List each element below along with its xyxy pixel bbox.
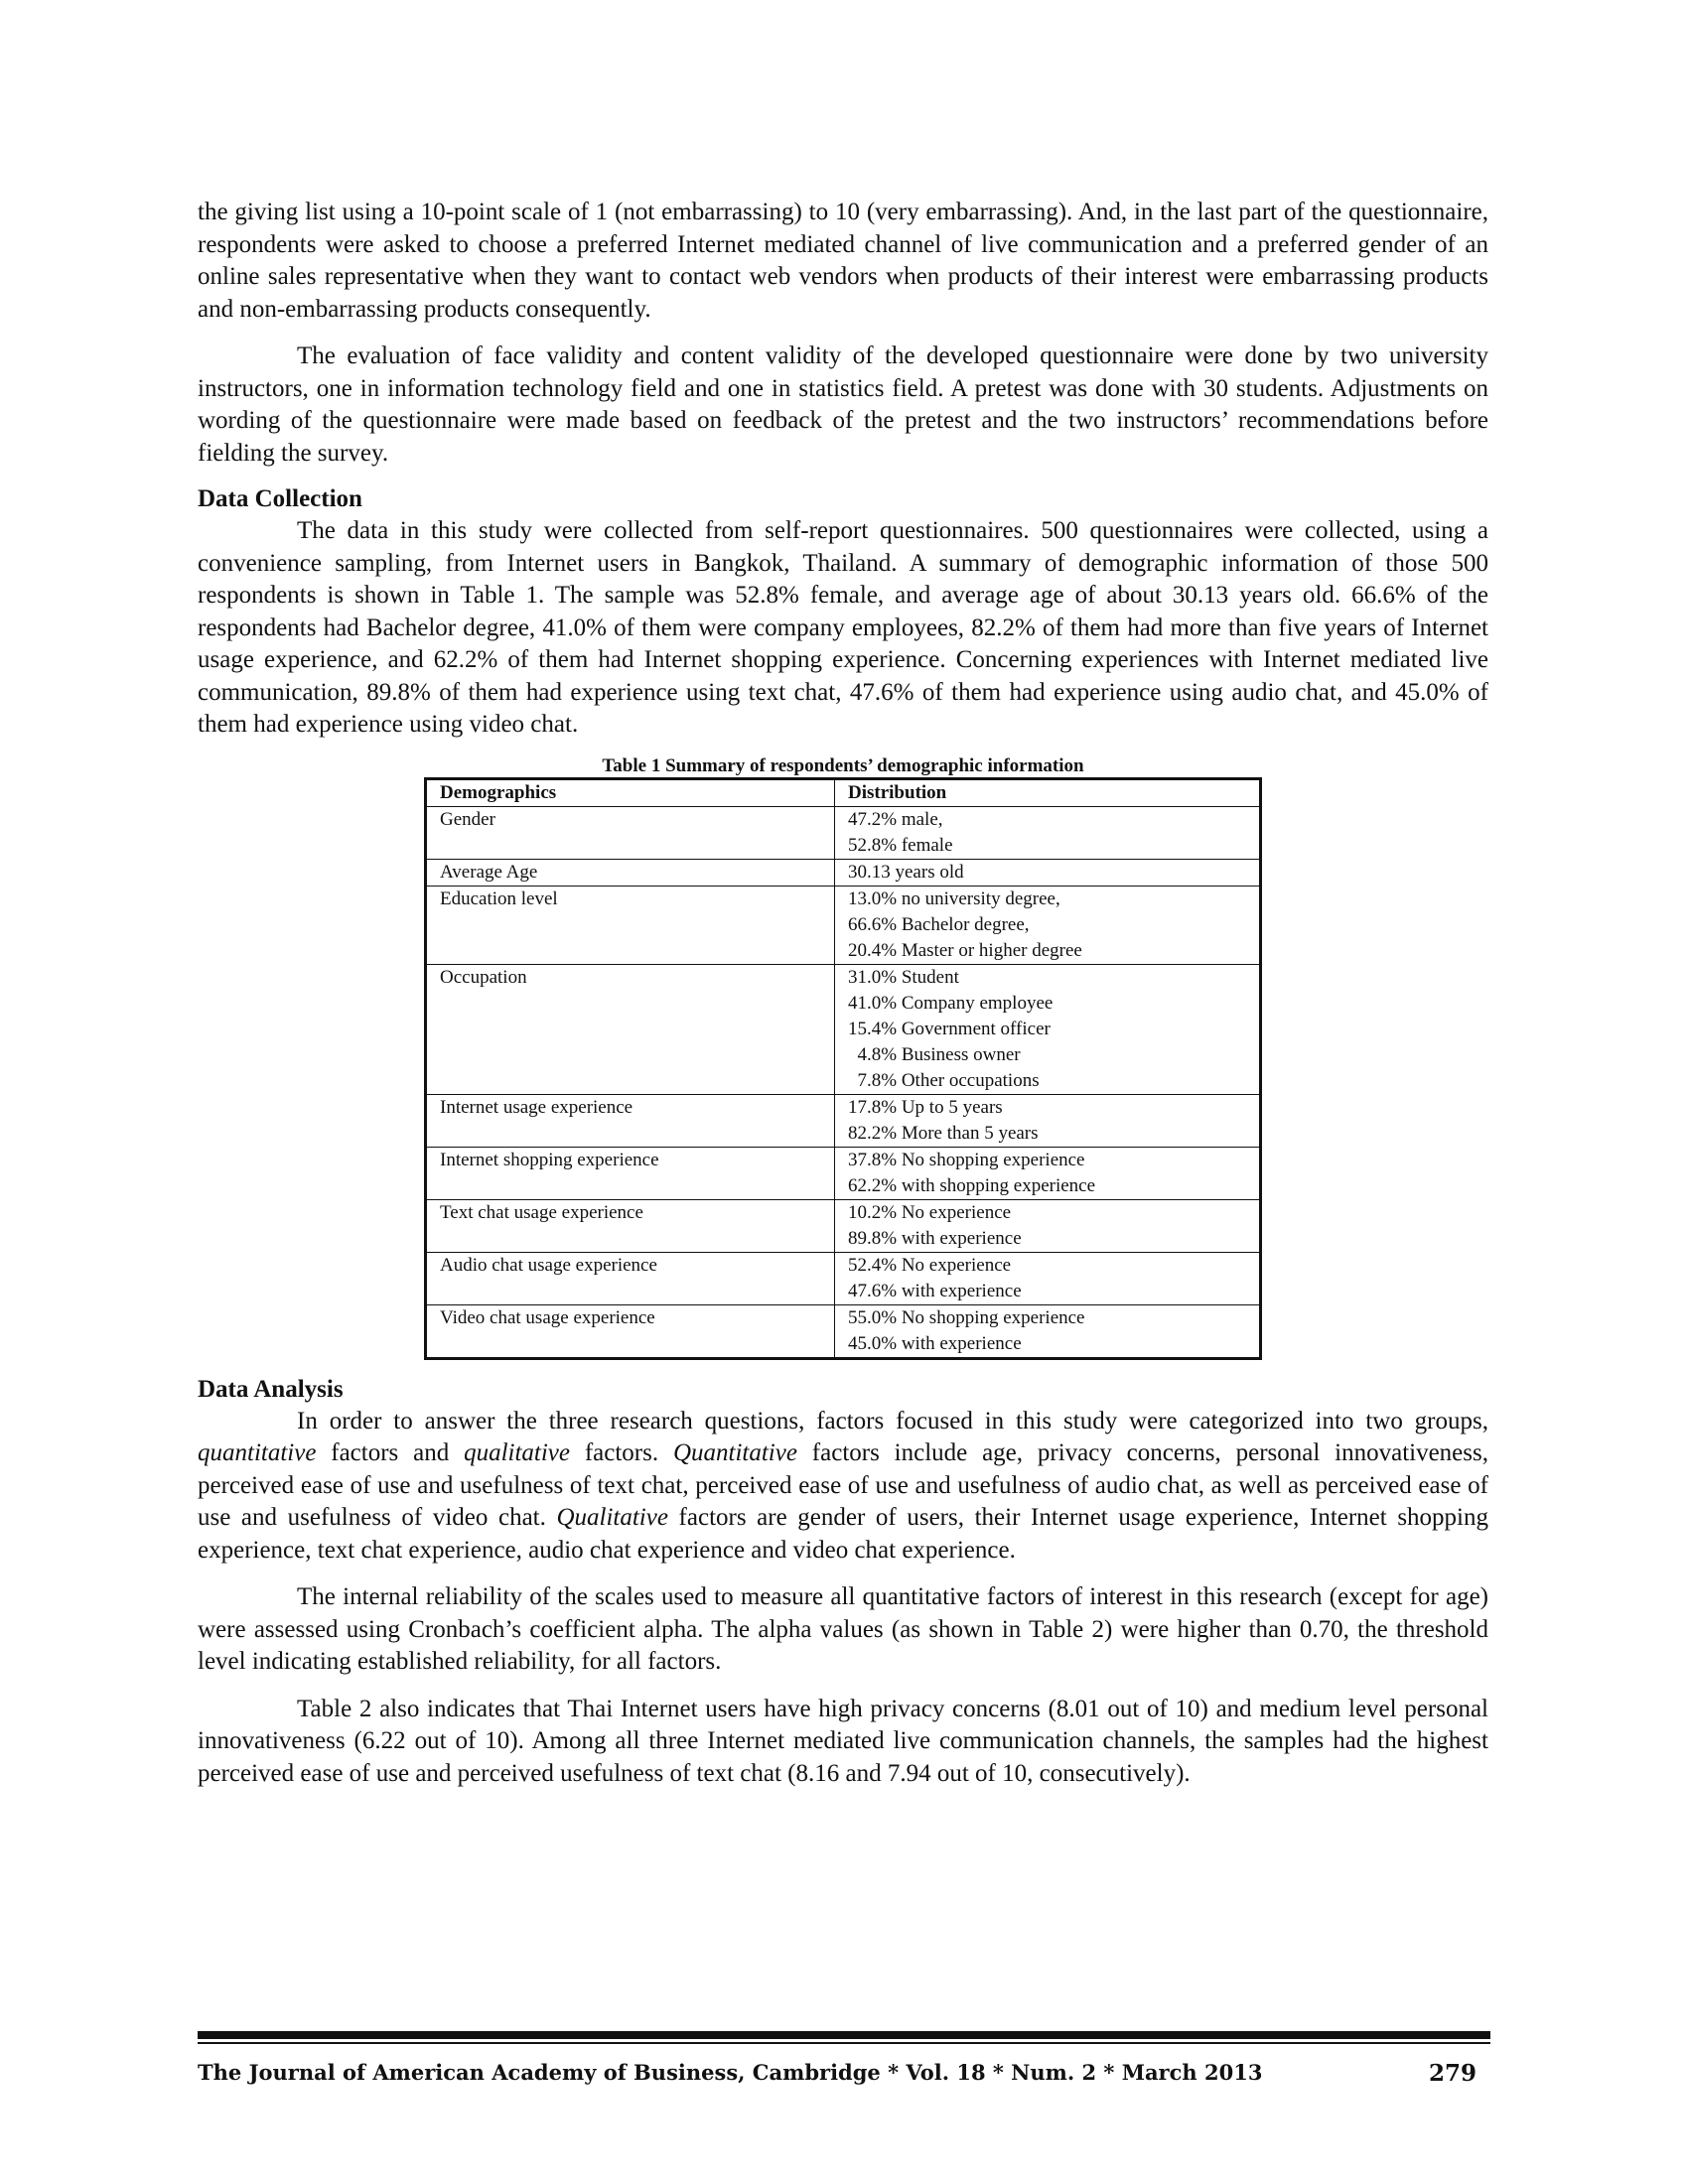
table-row — [426, 1147, 1261, 1199]
distribution-line: 45.0% with experience — [848, 1332, 1022, 1354]
distribution-line: 55.0% No shopping experience — [848, 1306, 1085, 1328]
distribution-cell — [835, 1147, 1261, 1199]
text-run: factors and — [316, 1439, 465, 1466]
page-body — [198, 197, 1488, 1790]
distribution-line: 20.4% Master or higher degree — [848, 939, 1082, 961]
distribution-cell — [835, 806, 1261, 859]
demographic-label: Occupation — [426, 964, 835, 1094]
page-number: 279 — [1428, 2060, 1477, 2087]
distribution-line: 13.0% no university degree, — [848, 887, 1060, 909]
distribution-line: 52.8% female — [848, 834, 953, 856]
demographic-label: Gender — [426, 806, 835, 859]
distribution-line: 15.4% Government officer — [848, 1018, 1051, 1039]
demographic-label: Video chat usage experience — [426, 1304, 835, 1358]
table-row — [426, 1094, 1261, 1147]
distribution-cell — [835, 1094, 1261, 1147]
table-row — [426, 1199, 1261, 1252]
demographic-label: Audio chat usage experience — [426, 1252, 835, 1304]
table-row — [426, 859, 1261, 886]
table-row — [426, 1252, 1261, 1304]
demographics-table — [424, 777, 1262, 1360]
data-analysis-paragraph-3: Table 2 also indicates that Thai Internet users have high privacy concerns (8.01 out of 10) and medium level personal innovativeness (6.22 out of 10). Among all three Internet mediated live communication channels, the samples had the highest perceived ease of use and perceived usefulness of text chat (8.16 and 7.94 out of 10, consecutively). — [198, 1695, 1488, 1787]
data-collection-paragraph: The data in this study were collected from self-report questionnaires. 500 questionnaires were collected, using a convenience sampling, from Internet users in Bangkok, Thailand. A summary of demographic information of those 500 respondents is shown in Table 1. The sample was 52.8% female, and average age of about 30.13 years old. 66.6% of the respondents had Bachelor degree, 41.0% of them were company employees, 82.2% of them had more than five years of Internet usage experience, and 62.2% of them had Internet shopping experience. Concerning experiences with Internet mediated live communication, 89.8% of them had experience using text chat, 47.6% of them had experience using audio chat, and 45.0% of them had experience using video chat. — [198, 517, 1488, 738]
table-caption: Table 1 Summary of respondents’ demographic information — [602, 754, 1084, 776]
text-run: factors. — [570, 1439, 673, 1466]
distribution-cell — [835, 1199, 1261, 1252]
intro-paragraph-1: the giving list using a 10-point scale of 1 (not embarrassing) to 10 (very embarrassing). And, in the last part of the questionnaire, respondents were asked to choose a preferred Internet mediated channel of live communication and a preferred gender of an online sales representative when they want to contact web vendors when products of their interest were embarrassing products and non-embarrassing products consequently. — [198, 199, 1488, 323]
table-row — [426, 964, 1261, 1094]
page-footer — [198, 2060, 1490, 2094]
distribution-line: 52.4% No experience — [848, 1254, 1012, 1276]
demographic-label: Internet shopping experience — [426, 1147, 835, 1199]
table-header-demographics: Demographics — [426, 778, 835, 806]
distribution-line: 82.2% More than 5 years — [848, 1122, 1039, 1144]
data-analysis-paragraph-1 — [198, 1406, 1488, 1568]
table-1 — [424, 755, 1262, 1360]
demographic-label: Education level — [426, 886, 835, 964]
distribution-line: 62.2% with shopping experience — [848, 1174, 1096, 1196]
distribution-cell — [835, 859, 1261, 886]
data-analysis-paragraph-2: The internal reliability of the scales used to measure all quantitative factors of interest in this research (except for age) were assessed using Cronbach’s coefficient alpha. The alpha values (as shown in Table 2) were higher than 0.70, the threshold level indicating established reliability, for all factors. — [198, 1583, 1488, 1675]
distribution-line: 89.8% with experience — [848, 1227, 1022, 1249]
table-header-distribution: Distribution — [835, 778, 1261, 806]
section-heading-data-collection: Data Collection — [198, 485, 362, 512]
distribution-line: 47.2% male, — [848, 808, 943, 830]
emphasis-quantitative: Quantitative — [672, 1439, 797, 1466]
distribution-line: 41.0% Company employee — [848, 992, 1054, 1014]
distribution-line: 37.8% No shopping experience — [848, 1149, 1085, 1170]
distribution-cell — [835, 1252, 1261, 1304]
table-row — [426, 1304, 1261, 1358]
distribution-line: 4.8% Business owner — [848, 1043, 1021, 1065]
intro-paragraph-2: The evaluation of face validity and content validity of the developed questionnaire were done by two university instructors, one in information technology field and one in statistics field. A pretest was done with 30 students. Adjustments on wording of the questionnaire were made based on feedback of the pretest and the two instructors’ recommendations before fielding the survey. — [198, 342, 1488, 467]
demographic-label: Average Age — [426, 859, 835, 886]
distribution-line: 30.13 years old — [848, 861, 964, 883]
demographic-label: Internet usage experience — [426, 1094, 835, 1147]
table-body — [426, 806, 1261, 1358]
text-run: In order to answer the three research questions, factors focused in this study were categorized into two groups, — [297, 1407, 1488, 1434]
distribution-line: 7.8% Other occupations — [848, 1069, 1040, 1091]
emphasis-qualitative: qualitative — [464, 1439, 570, 1466]
footer-rule-thick — [198, 2031, 1490, 2039]
emphasis-qualitative: Qualitative — [556, 1504, 668, 1531]
footer-rule-thin — [198, 2042, 1490, 2044]
section-heading-data-analysis: Data Analysis — [198, 1375, 344, 1403]
distribution-line: 66.6% Bachelor degree, — [848, 913, 1030, 935]
distribution-line: 47.6% with experience — [848, 1280, 1022, 1301]
distribution-line: 17.8% Up to 5 years — [848, 1096, 1003, 1118]
table-row — [426, 806, 1261, 859]
demographic-label: Text chat usage experience — [426, 1199, 835, 1252]
distribution-cell — [835, 1304, 1261, 1358]
distribution-cell — [835, 964, 1261, 1094]
emphasis-quantitative: quantitative — [198, 1439, 317, 1466]
distribution-cell — [835, 886, 1261, 964]
journal-citation: The Journal of American Academy of Business, Cambridge * Vol. 18 * Num. 2 * March 2013 — [198, 2060, 1263, 2085]
distribution-line: 31.0% Student — [848, 966, 959, 988]
table-header-row — [426, 778, 1261, 806]
distribution-line: 10.2% No experience — [848, 1201, 1012, 1223]
text-run: factors include age, privacy concerns, personal innovativeness, perceived ease of use and usefulness of text chat, perceived ease of use and usefulness of audio chat, as well as perceived ease of use and usefulness of video chat. — [198, 1439, 1488, 1531]
text-run: factors are gender of users, their Internet usage experience, Internet shopping experience, text chat experience, audio chat experience and video chat experience. — [198, 1504, 1489, 1564]
table-row — [426, 886, 1261, 964]
